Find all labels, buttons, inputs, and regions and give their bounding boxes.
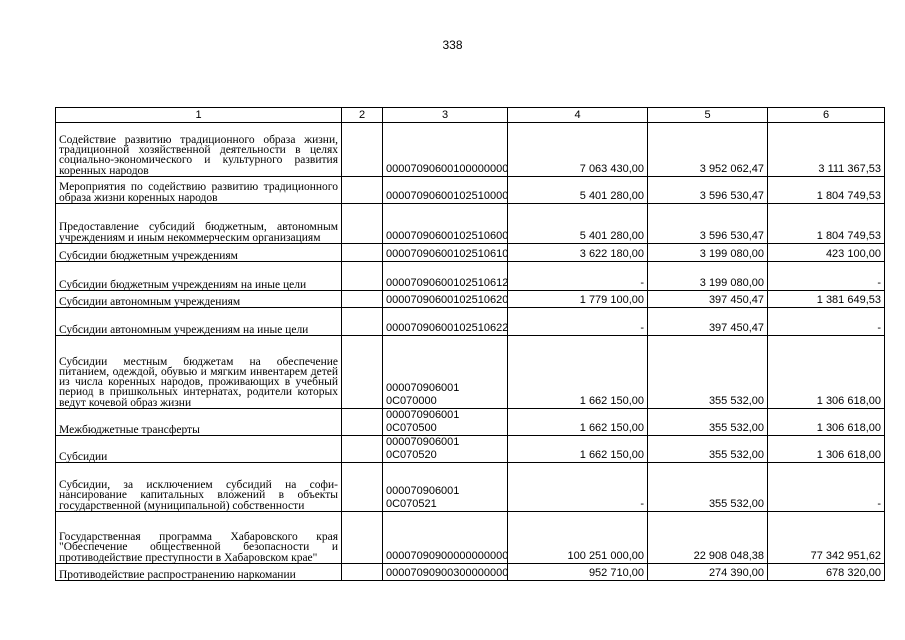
row-col2: [342, 204, 383, 244]
row-description: Предоставление субсидий бюджетным, автономным учреждениям и иным некоммерческим организациям: [56, 204, 342, 244]
page-number: 338: [442, 38, 463, 52]
row-value-4: -: [508, 262, 648, 291]
row-value-4: 100 251 000,00: [508, 512, 648, 564]
table-row: [56, 463, 885, 512]
table-row: [56, 564, 885, 581]
column-header: 1: [56, 108, 342, 123]
row-description: Содействие развитию традиционного образа жизни, традиционной хозяйственной деятельности в целях социально-экономического и культурного развития коренных народов: [56, 123, 342, 177]
row-col2: [342, 564, 383, 581]
row-value-6: 1 306 618,00: [768, 409, 885, 436]
table-row: [56, 409, 885, 436]
row-code: 00007090900000000000: [383, 512, 508, 564]
row-code: 00007090600102510610: [383, 244, 508, 262]
row-value-6: -: [768, 262, 885, 291]
row-description: Субсидии, за исключением субсидий на софинансирование капитальных вложений в объекты государственной (муниципальной) собственности: [56, 463, 342, 512]
row-value-6: 3 111 367,53: [768, 123, 885, 177]
row-code: 00007090600102510612: [383, 262, 508, 291]
row-code: 00007090600100000000: [383, 123, 508, 177]
row-value-6: 1 306 618,00: [768, 336, 885, 409]
table-row: [56, 204, 885, 244]
row-col2: [342, 262, 383, 291]
row-value-6: 423 100,00: [768, 244, 885, 262]
row-value-5: 22 908 048,38: [648, 512, 768, 564]
row-description: Государственная программа Хабаровского края "Обеспечение общественной безопасности и противодействие преступности в Хабаровском крае": [56, 512, 342, 564]
row-value-5: 3 199 080,00: [648, 244, 768, 262]
row-value-4: -: [508, 308, 648, 336]
table-header-row: [56, 108, 885, 123]
row-value-5: 355 532,00: [648, 436, 768, 463]
row-description: Мероприятия по содействию развитию традиционного образа жизни коренных народов: [56, 177, 342, 204]
row-value-6: 1 804 749,53: [768, 177, 885, 204]
column-header: 5: [648, 108, 768, 123]
row-value-4: 1 779 100,00: [508, 291, 648, 308]
row-col2: [342, 512, 383, 564]
row-value-4: 1 662 150,00: [508, 436, 648, 463]
row-value-4: 1 662 150,00: [508, 409, 648, 436]
row-code: 00007090600102510622: [383, 308, 508, 336]
row-description: Субсидии бюджетным учреждениям: [56, 244, 342, 262]
row-value-5: 355 532,00: [648, 336, 768, 409]
row-code: 00007090600102510620: [383, 291, 508, 308]
row-col2: [342, 463, 383, 512]
table-row: [56, 308, 885, 336]
row-value-4: 1 662 150,00: [508, 336, 648, 409]
row-col2: [342, 409, 383, 436]
row-value-6: 1 804 749,53: [768, 204, 885, 244]
row-code: 000070906001 0С070500: [383, 409, 508, 436]
row-code: 000070906001 0С070000: [383, 336, 508, 409]
row-value-6: -: [768, 308, 885, 336]
row-value-6: -: [768, 463, 885, 512]
row-value-4: 3 622 180,00: [508, 244, 648, 262]
row-value-6: 1 306 618,00: [768, 436, 885, 463]
row-col2: [342, 123, 383, 177]
column-header: 4: [508, 108, 648, 123]
row-description: Противодействие распространению наркомании: [56, 564, 342, 581]
row-description: Субсидии автономным учреждениям на иные цели: [56, 308, 342, 336]
budget-table: [55, 107, 885, 581]
row-value-5: 3 596 530,47: [648, 204, 768, 244]
row-col2: [342, 291, 383, 308]
table-row: [56, 436, 885, 463]
row-value-5: 397 450,47: [648, 308, 768, 336]
row-value-4: 5 401 280,00: [508, 177, 648, 204]
row-description: Субсидии местным бюджетам на обеспечение питанием, одеждой, обувью и мягким инвентарем детей из числа коренных народов, проживающих в учебный период в пришкольных интернатах, родители которых ведут кочевой образ жизни: [56, 336, 342, 409]
row-description: Межбюджетные трансферты: [56, 409, 342, 436]
table-row: [56, 123, 885, 177]
row-value-5: 355 532,00: [648, 409, 768, 436]
row-col2: [342, 244, 383, 262]
table-row: [56, 244, 885, 262]
row-code: 00007090600102510000: [383, 177, 508, 204]
row-code: 00007090900300000000: [383, 564, 508, 581]
row-value-6: 77 342 951,62: [768, 512, 885, 564]
table-row: [56, 512, 885, 564]
table-row: [56, 336, 885, 409]
row-value-5: 397 450,47: [648, 291, 768, 308]
row-value-4: 5 401 280,00: [508, 204, 648, 244]
row-code: 000070906001 0С070520: [383, 436, 508, 463]
row-code: 00007090600102510600: [383, 204, 508, 244]
row-col2: [342, 177, 383, 204]
row-col2: [342, 336, 383, 409]
table-row: [56, 262, 885, 291]
row-value-6: 1 381 649,53: [768, 291, 885, 308]
column-header: 3: [383, 108, 508, 123]
row-col2: [342, 308, 383, 336]
row-value-4: 952 710,00: [508, 564, 648, 581]
row-value-4: -: [508, 463, 648, 512]
row-value-6: 678 320,00: [768, 564, 885, 581]
row-description: Субсидии бюджетным учреждениям на иные цели: [56, 262, 342, 291]
table-row: [56, 291, 885, 308]
row-col2: [342, 436, 383, 463]
row-description: Субсидии: [56, 436, 342, 463]
row-code: 000070906001 0С070521: [383, 463, 508, 512]
row-value-5: 3 596 530,47: [648, 177, 768, 204]
row-value-5: 355 532,00: [648, 463, 768, 512]
row-value-5: 3 952 062,47: [648, 123, 768, 177]
column-header: 2: [342, 108, 383, 123]
row-value-4: 7 063 430,00: [508, 123, 648, 177]
row-description: Субсидии автономным учреждениям: [56, 291, 342, 308]
column-header: 6: [768, 108, 885, 123]
row-value-5: 3 199 080,00: [648, 262, 768, 291]
row-value-5: 274 390,00: [648, 564, 768, 581]
table-row: [56, 177, 885, 204]
